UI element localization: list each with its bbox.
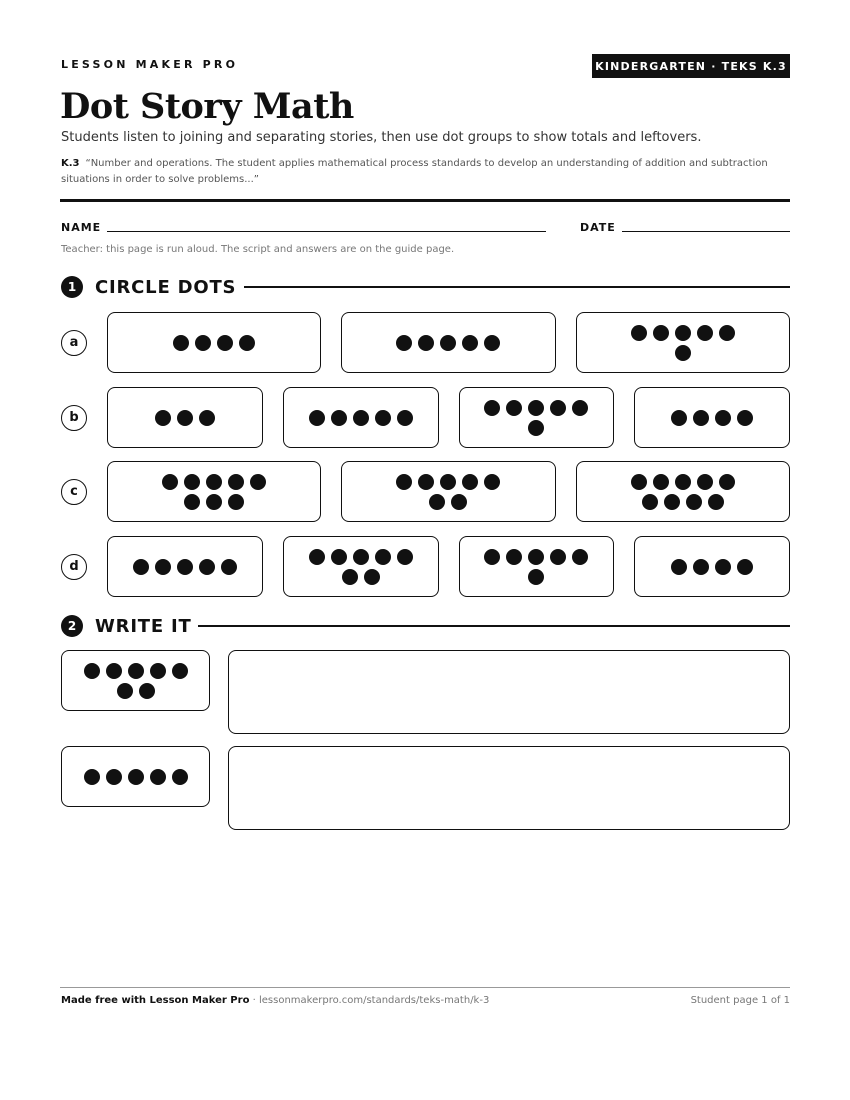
- section-1-number: 1: [61, 276, 83, 298]
- dot-group: [162, 335, 266, 351]
- dot: [155, 559, 171, 575]
- section-2-rule: [198, 625, 790, 627]
- dot: [572, 549, 588, 565]
- dot: [309, 549, 325, 565]
- dot-group: [396, 474, 500, 510]
- dot: [506, 400, 522, 416]
- dot: [117, 683, 133, 699]
- dot: [664, 494, 680, 510]
- dot: [331, 549, 347, 565]
- dot: [451, 494, 467, 510]
- dot: [206, 494, 222, 510]
- dot-box-d-4[interactable]: [634, 536, 790, 597]
- dot: [462, 474, 478, 490]
- footer-page-number: Student page 1 of 1: [690, 995, 790, 1006]
- dot: [331, 410, 347, 426]
- dot: [128, 663, 144, 679]
- standard-code: K.3: [61, 158, 80, 169]
- section-1-title: CIRCLE DOTS: [95, 276, 237, 298]
- dot: [528, 549, 544, 565]
- standard-description: [61, 156, 791, 188]
- dot: [686, 494, 702, 510]
- dot: [128, 769, 144, 785]
- dot: [484, 549, 500, 565]
- dot: [184, 474, 200, 490]
- dot: [228, 474, 244, 490]
- dot: [631, 474, 647, 490]
- dot: [675, 325, 691, 341]
- name-label: NAME: [61, 221, 102, 234]
- dot-group: [84, 769, 188, 785]
- dot-group: [133, 559, 237, 575]
- grade-standard-badge: KINDERGARTEN · TEKS K.3: [592, 54, 790, 78]
- write-it-answer-box-2[interactable]: [228, 746, 790, 830]
- dot: [708, 494, 724, 510]
- dot: [353, 549, 369, 565]
- date-field[interactable]: [622, 231, 790, 232]
- dot-box-d-3[interactable]: [459, 536, 615, 597]
- dot: [506, 549, 522, 565]
- dot: [462, 335, 478, 351]
- dot-group: [84, 663, 188, 699]
- dot-box-d-1[interactable]: [107, 536, 263, 597]
- header-divider: [60, 199, 790, 202]
- dot: [418, 474, 434, 490]
- dot-box-c-1[interactable]: [107, 461, 321, 522]
- dot: [172, 663, 188, 679]
- dot: [397, 549, 413, 565]
- teacher-note: Teacher: this page is run aloud. The script and answers are on the guide page.: [61, 244, 455, 255]
- dot: [396, 335, 412, 351]
- dot: [353, 410, 369, 426]
- dot: [228, 494, 244, 510]
- dot-box-a-3[interactable]: [576, 312, 790, 373]
- dot: [206, 474, 222, 490]
- dot: [719, 325, 735, 341]
- dot: [309, 410, 325, 426]
- dot-group: [309, 549, 413, 585]
- dot-box-c-2[interactable]: [341, 461, 555, 522]
- dot: [150, 663, 166, 679]
- dot: [440, 474, 456, 490]
- dot-box-d-2[interactable]: [283, 536, 439, 597]
- dot: [375, 410, 391, 426]
- dot: [642, 494, 658, 510]
- dot: [484, 335, 500, 351]
- standard-text: “Number and operations. The student applies mathematical process standards to develop an understanding of addition and subtraction situations in order to solve problems...”: [61, 158, 768, 185]
- dot-box-b-3[interactable]: [459, 387, 615, 448]
- dot: [719, 474, 735, 490]
- footer-divider: [60, 987, 790, 988]
- dot: [364, 569, 380, 585]
- date-label: DATE: [580, 221, 616, 234]
- row-letter-a: a: [61, 330, 87, 356]
- dot-box-b-2[interactable]: [283, 387, 439, 448]
- section-1-header: [61, 275, 236, 299]
- row-letter-b: b: [61, 405, 87, 431]
- dot-group: [133, 410, 237, 426]
- section-1-rule: [244, 286, 790, 288]
- dot-box-b-1[interactable]: [107, 387, 263, 448]
- dot: [396, 474, 412, 490]
- dot: [653, 474, 669, 490]
- dot-box-a-2[interactable]: [341, 312, 555, 373]
- brand-name: LESSON MAKER PRO: [61, 58, 239, 71]
- dot: [675, 345, 691, 361]
- write-it-answer-box-1[interactable]: [228, 650, 790, 734]
- dot: [221, 559, 237, 575]
- page-subtitle: Students listen to joining and separating stories, then use dot groups to show totals and leftovers.: [61, 130, 702, 145]
- section-2-number: 2: [61, 615, 83, 637]
- dot: [484, 400, 500, 416]
- dot: [106, 769, 122, 785]
- dot: [550, 549, 566, 565]
- dot-group: [396, 335, 500, 351]
- footer-made-with: Made free with Lesson Maker Pro: [61, 995, 250, 1006]
- dot-group: [660, 559, 764, 575]
- row-letter-d: d: [61, 554, 87, 580]
- dot: [653, 325, 669, 341]
- dot: [133, 559, 149, 575]
- dot: [697, 474, 713, 490]
- dot-box-b-4[interactable]: [634, 387, 790, 448]
- dot: [418, 335, 434, 351]
- dot-box-c-3[interactable]: [576, 461, 790, 522]
- dot: [375, 549, 391, 565]
- section-2-title: WRITE IT: [95, 615, 192, 637]
- dot: [84, 663, 100, 679]
- dot: [162, 474, 178, 490]
- dot: [697, 325, 713, 341]
- dot-group: [631, 474, 735, 510]
- dot: [106, 663, 122, 679]
- dot: [440, 335, 456, 351]
- dot: [550, 400, 566, 416]
- dot: [195, 335, 211, 351]
- dot-group: [660, 410, 764, 426]
- footer-credit: [61, 995, 489, 1006]
- page-title: Dot Story Math: [60, 86, 354, 127]
- dot: [173, 335, 189, 351]
- dot: [199, 410, 215, 426]
- dot-group: [484, 549, 588, 585]
- dot: [199, 559, 215, 575]
- dot: [715, 559, 731, 575]
- footer-url[interactable]: lessonmakerpro.com/standards/teks-math/k-3: [258, 995, 490, 1006]
- dot: [217, 335, 233, 351]
- dot: [693, 410, 709, 426]
- dot: [631, 325, 647, 341]
- dot: [342, 569, 358, 585]
- dot: [250, 474, 266, 490]
- dot: [397, 410, 413, 426]
- dot: [671, 410, 687, 426]
- dot-box-a-1[interactable]: [107, 312, 321, 373]
- dot: [429, 494, 445, 510]
- dot: [737, 410, 753, 426]
- dot: [675, 474, 691, 490]
- write-it-dot-box-1[interactable]: [61, 650, 210, 711]
- dot: [184, 494, 200, 510]
- dot: [737, 559, 753, 575]
- footer-separator: ·: [249, 995, 259, 1006]
- dot: [671, 559, 687, 575]
- dot: [172, 769, 188, 785]
- dot-group: [484, 400, 588, 436]
- dot: [155, 410, 171, 426]
- dot: [528, 420, 544, 436]
- dot: [572, 400, 588, 416]
- dot: [84, 769, 100, 785]
- dot: [177, 410, 193, 426]
- write-it-dot-box-2[interactable]: [61, 746, 210, 807]
- dot: [528, 569, 544, 585]
- section-2-header: [61, 614, 192, 638]
- row-letter-c: c: [61, 479, 87, 505]
- dot: [150, 769, 166, 785]
- dot: [239, 335, 255, 351]
- dot-group: [309, 410, 413, 426]
- dot: [139, 683, 155, 699]
- dot: [715, 410, 731, 426]
- dot: [484, 474, 500, 490]
- dot-group: [631, 325, 735, 361]
- dot: [528, 400, 544, 416]
- dot: [177, 559, 193, 575]
- dot-group: [162, 474, 266, 510]
- dot: [693, 559, 709, 575]
- name-field[interactable]: [107, 231, 546, 232]
